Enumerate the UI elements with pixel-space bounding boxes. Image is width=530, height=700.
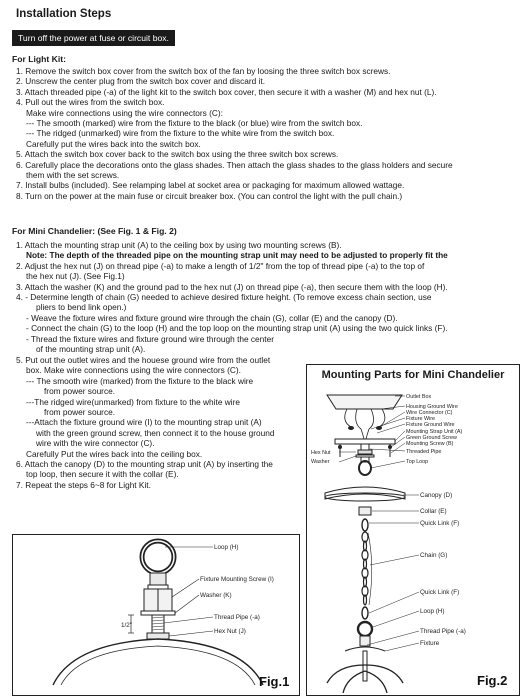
- outlet-box-shape: [327, 395, 402, 409]
- fig2-fixture-ground-label: Fixture Ground Wire: [406, 422, 455, 428]
- instruction-line: 7. Install bulbs (included). See relamping label at socket area or packaging for maximum allowed wattage.: [16, 180, 405, 191]
- instruction-line: 4. - Determine length of chain (G) needed to achieve desired fixture height. (To remove excess chain section, use: [16, 292, 432, 303]
- instruction-line: with the green ground screw, then connect it to the house ground: [36, 427, 275, 438]
- fig2-chain-label: Chain (G): [420, 552, 448, 559]
- instruction-line: 1. Remove the switch box cover from the switch box of the fan by loosing the three switch box screws.: [16, 66, 391, 76]
- instruction-line: the hex nut (J). (See Fig.1): [26, 271, 125, 282]
- fig1-loop-label: Loop (H): [214, 544, 239, 551]
- mini-chandelier-heading: For Mini Chandelier: (See Fig. 1 & Fig. 2): [12, 226, 177, 236]
- instruction-line: 6. Carefully place the decorations onto the glass shades. Then attach the glass shades to the glass holders and secure: [16, 159, 453, 170]
- instruction-line: top loop, then secure it with the collar (E).: [26, 469, 179, 480]
- fig2-wire-connector-label: Wire Connector (C): [406, 410, 453, 416]
- instruction-line: 3. Attach threaded pipe (-a) of the light kit to the switch box cover, then secure it with a washer (M) and hex nut (L).: [16, 86, 437, 97]
- fig2-top-loop-label: Top Loop: [406, 459, 429, 465]
- page-title: Installation Steps: [16, 8, 112, 20]
- instruction-line: 2. Unscrew the center plug from the switch box cover and discard it.: [16, 76, 266, 87]
- fig1-fixture-screw-label: Fixture Mounting Screw (I): [200, 576, 274, 583]
- fig2-quick-link-bottom-label: Quick Link (F): [420, 589, 460, 596]
- instruction-line: 4. Pull out the wires from the switch box.: [16, 97, 165, 108]
- figure-2: [306, 364, 520, 696]
- fig1-thread-pipe-label: Thread Pipe (-a): [214, 614, 260, 621]
- fig2-washer-label: Washer: [311, 459, 330, 465]
- fig2-mounting-screw-label: Mounting Screw (B): [406, 441, 454, 447]
- figure-2-title: Mounting Parts for Mini Chandelier: [321, 369, 505, 381]
- instruction-line: 2. Adjust the hex nut (J) on thread pipe (-a) to make a length of 1/2" from the top of thread pipe (-a) to the top of: [16, 260, 425, 271]
- fig2-green-screw-label: Green Ground Screw: [406, 435, 457, 441]
- figure-1-name: Fig.1: [259, 674, 290, 689]
- instruction-line: Carefully put the wires back into the switch box.: [26, 138, 201, 149]
- figure-1-drawing: [13, 535, 299, 695]
- instruction-line: - Weave the fixture wires and fixture ground wire through the chain (G), collar (E) and the canopy (D).: [26, 312, 398, 323]
- instruction-line: 7. Repeat the steps 6~8 for Light Kit.: [16, 479, 151, 490]
- fig2-hex-nut-label: Hex Nut: [311, 450, 331, 456]
- instruction-line: ---Attach the fixture ground wire (I) to the mounting strap unit (A): [26, 417, 262, 428]
- instruction-line: --- The smooth wire (marked) from the fixture to the black wire: [26, 375, 254, 386]
- instruction-line: Carefully Put the wires back into the ceiling box.: [26, 448, 203, 459]
- fig2-thread-pipe-label: Thread Pipe (-a): [420, 628, 466, 635]
- instruction-line: - Connect the chain (G) to the loop (H) and the top loop on the mounting strap unit (A) using the two quick links (F).: [26, 323, 448, 334]
- light-kit-steps: [16, 66, 453, 201]
- fig2-canopy-label: Canopy (D): [420, 492, 453, 499]
- half-inch-label: 1/2": [121, 622, 132, 629]
- instruction-line: 8. Turn on the power at the main fuse or circuit breaker box. (You can control the light with the pull chain.): [16, 190, 403, 201]
- fig2-fixture-wire-label: Fixture Wire: [406, 416, 436, 422]
- power-warning: Turn off the power at fuse or circuit box.: [12, 30, 175, 46]
- fig2-fixture-label: Fixture: [420, 640, 440, 647]
- instruction-line: ---The ridged wire(unmarked) from fixture to the white wire: [26, 396, 240, 407]
- fig2-collar-label: Collar (E): [420, 508, 447, 515]
- instruction-line: them with the set screws.: [26, 170, 120, 181]
- instruction-line: from power source.: [44, 386, 116, 397]
- instruction-line: Make wire connections using the wire connectors (C):: [26, 107, 223, 118]
- fig2-outlet-box-label: Outlet Box: [406, 394, 432, 400]
- light-kit-heading: For Light Kit:: [12, 54, 66, 64]
- fig2-quick-link-top-label: Quick Link (F): [420, 520, 460, 527]
- instruction-line: box. Make wire connections using the wire connectors (C).: [26, 365, 241, 376]
- fig1-hex-nut-label: Hex Nut (J): [214, 628, 246, 635]
- figure-1: [12, 534, 300, 696]
- instruction-line: of the mounting strap unit (A).: [36, 344, 146, 355]
- mini-chandelier-steps-continued: [16, 355, 274, 490]
- figure-2-name: Fig.2: [477, 673, 508, 688]
- figure-2-drawing: [307, 365, 519, 695]
- instruction-line: 6. Attach the canopy (D) to the mounting strap unit (A) by inserting the: [16, 459, 273, 470]
- instruction-line: pliers to bend link open.): [36, 302, 127, 313]
- fig2-housing-ground-label: Housing Ground Wire: [406, 404, 458, 410]
- instruction-line: 5. Attach the switch box cover back to the switch box using the three switch box screws.: [16, 149, 339, 160]
- fig1-washer-label: Washer (K): [200, 592, 232, 599]
- fig2-loop-label: Loop (H): [420, 608, 445, 615]
- mini-chandelier-steps: [16, 240, 448, 354]
- mounting-strap-shape: [335, 439, 395, 444]
- instruction-line: --- The ridged (unmarked) wire from the fixture to the white wire from the switch box.: [26, 128, 335, 139]
- instruction-line: Note: The depth of the threaded pipe on the mounting strap unit may need to be adjusted to properly fit the: [26, 250, 448, 261]
- instruction-line: 1. Attach the mounting strap unit (A) to the ceiling box by using two mounting screws (B).: [16, 240, 342, 250]
- instruction-line: from power source.: [44, 407, 116, 418]
- fig2-mounting-strap-label: Mounting Strap Unit (A): [406, 429, 463, 435]
- fig2-threaded-pipe-label: Threaded Pipe: [406, 449, 442, 455]
- instruction-line: 3. Attach the washer (K) and the ground pad to the hex nut (J) on thread pipe (-a), then secure them with the loop (H).: [16, 281, 448, 292]
- instruction-line: 5. Put out the outlet wires and the houese ground wire from the outlet: [16, 355, 271, 365]
- instruction-line: wire with the wire connector (C).: [36, 438, 155, 449]
- instruction-line: --- The smooth (marked) wire from the fixture to the black (or blue) wire from the switch box.: [26, 118, 363, 129]
- instruction-line: - Thread the fixture wires and fixture ground wire through the center: [26, 333, 274, 344]
